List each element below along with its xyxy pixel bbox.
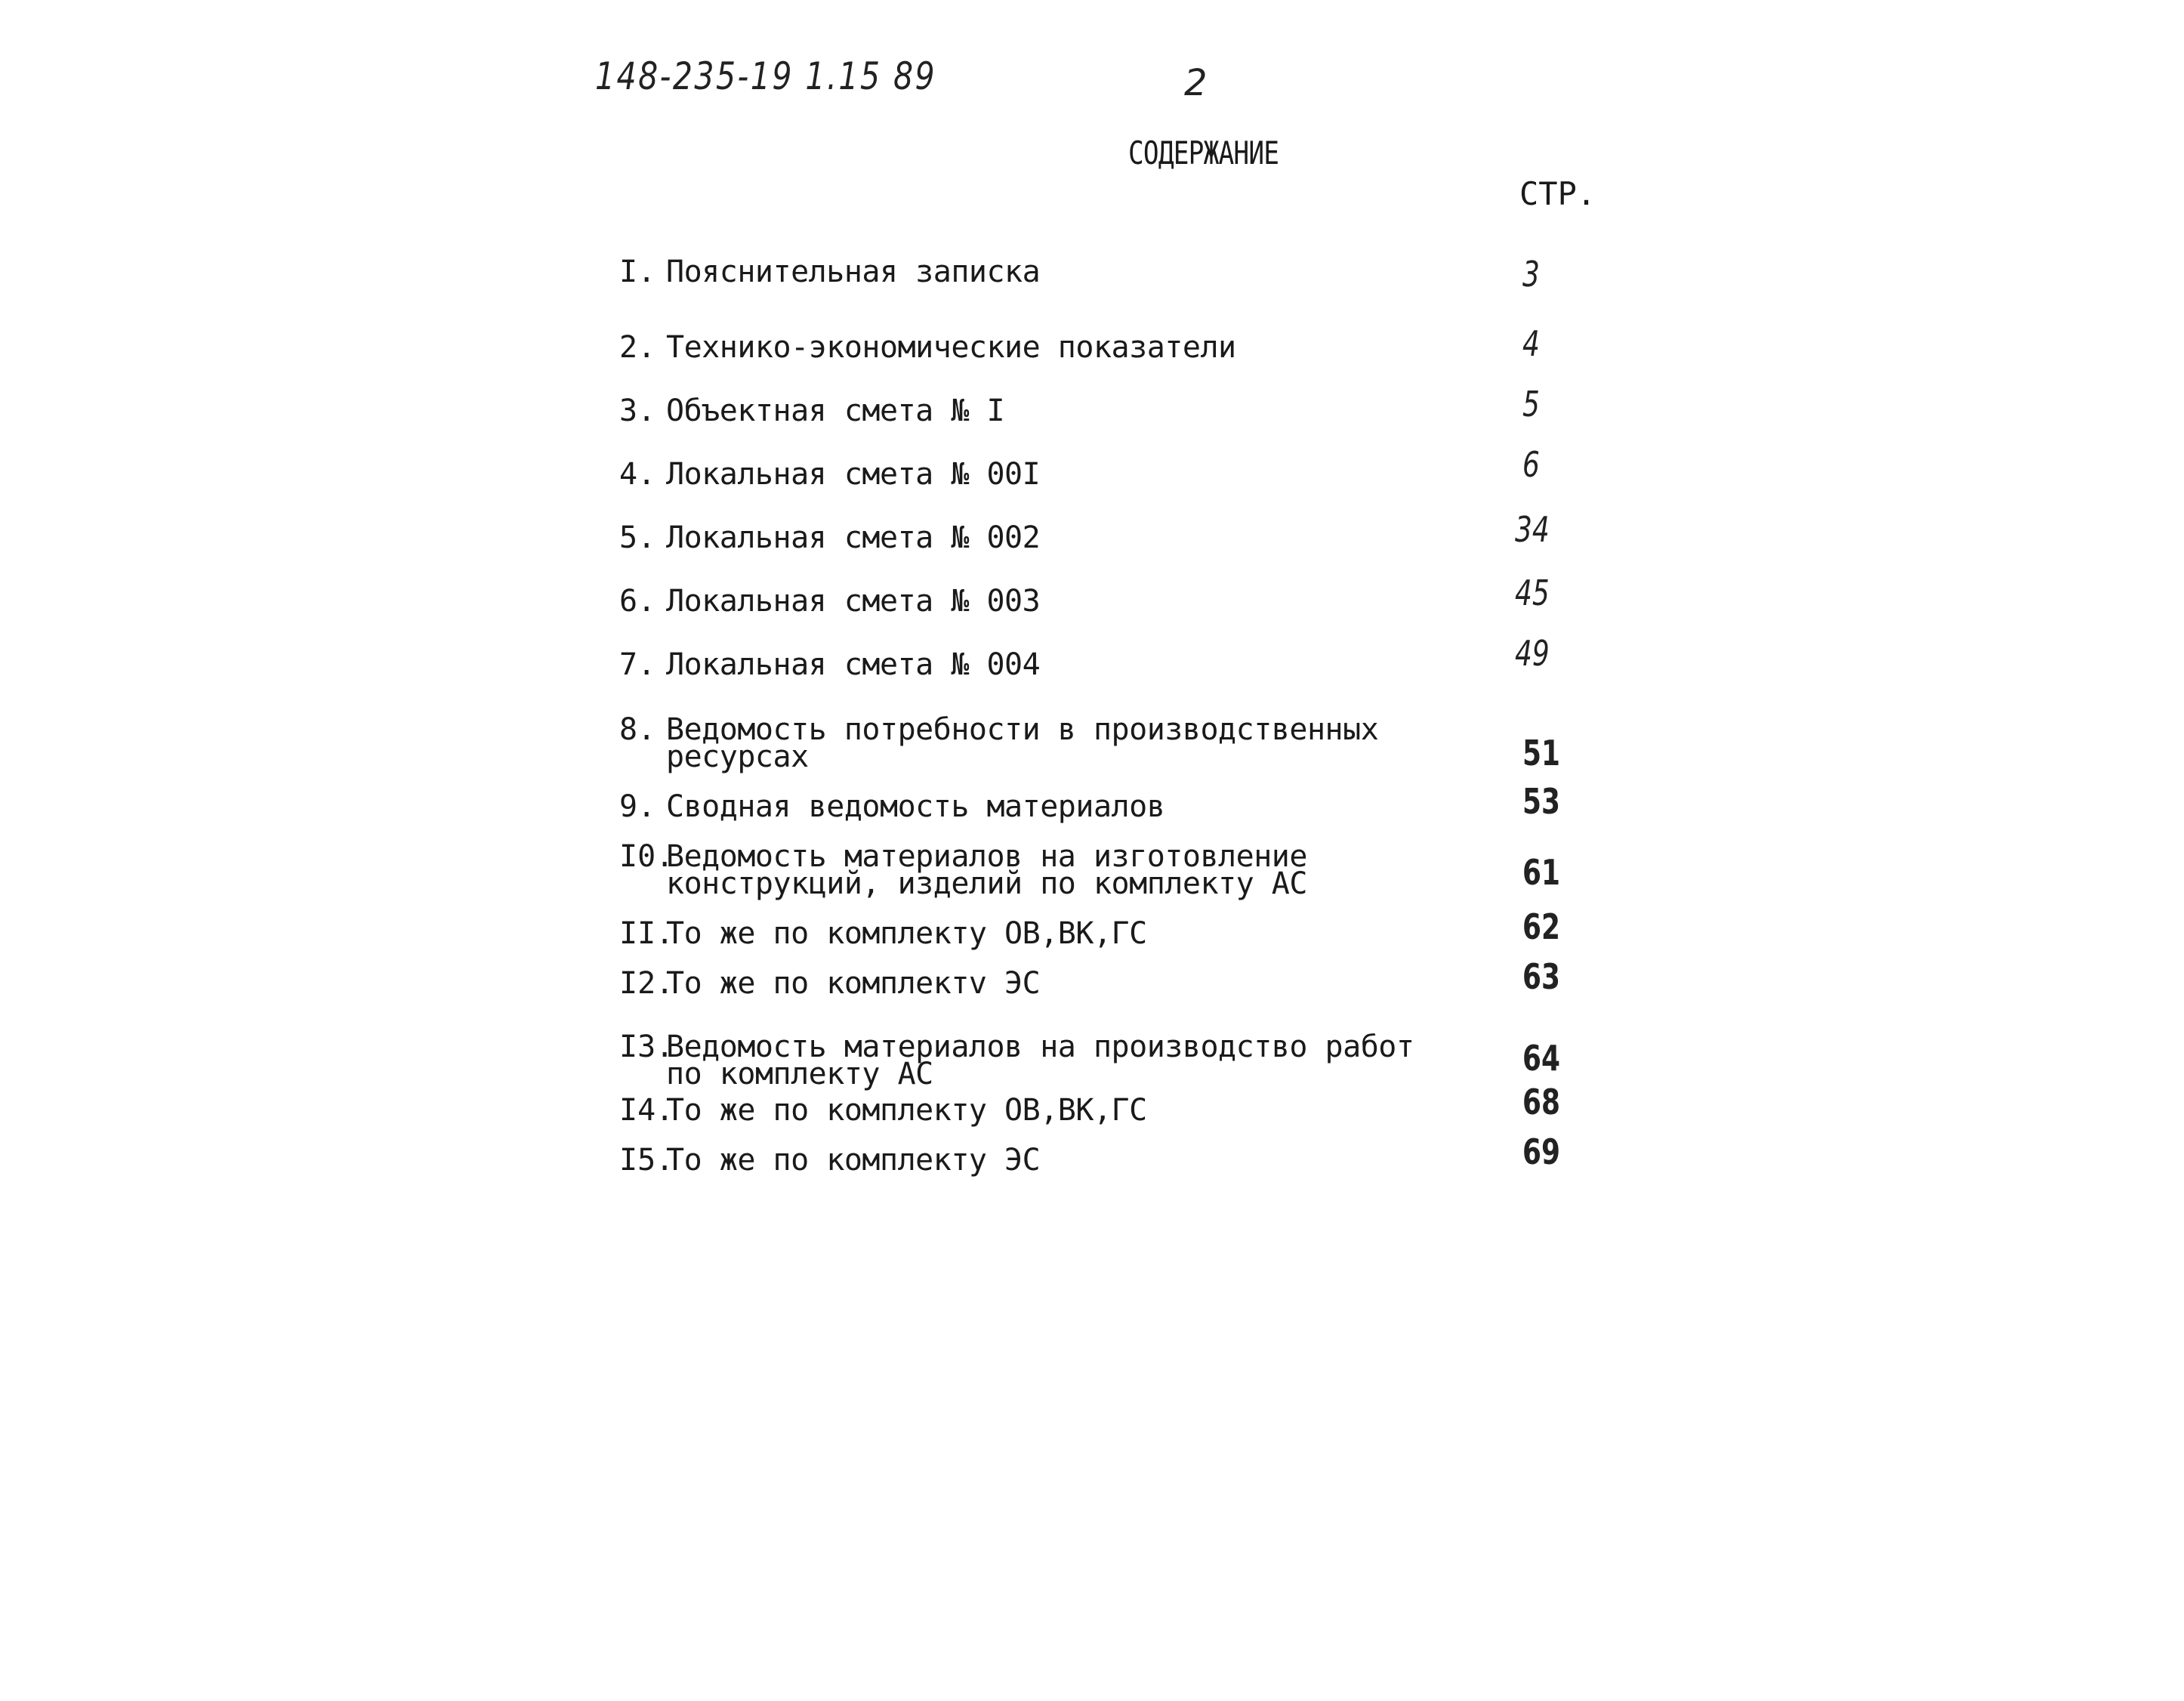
- page-number: 2: [1184, 62, 1208, 104]
- toc-item-title: Ведомость материалов на изготовление конструкций, изделий по комплекту АС: [666, 839, 1307, 901]
- toc-item-page: 61: [1522, 852, 1560, 893]
- toc-item-title: Пояснительная записка: [666, 255, 1041, 289]
- toc-item-1: [619, 254, 1601, 319]
- toc-item-5: [619, 509, 1601, 585]
- toc-item-title: То же по комплектv ЭС: [666, 966, 1041, 1001]
- toc-item-number: 4.: [619, 457, 656, 492]
- toc-item-number: I5.: [619, 1143, 674, 1178]
- toc-item-page: 34: [1515, 509, 1550, 550]
- toc-item-15: [619, 1131, 1601, 1207]
- toc-item-number: I0.: [619, 839, 674, 874]
- toc-item-number: 5.: [619, 520, 656, 555]
- toc-item-number: 8.: [619, 712, 656, 747]
- toc-item-4: [619, 444, 1601, 521]
- toc-item-title: Объектная смета № I: [666, 394, 1005, 428]
- toc-item-10: [619, 839, 1601, 911]
- toc-item-page: 53: [1522, 781, 1560, 822]
- toc-item-title: Локальная смета № 00I: [666, 457, 1041, 492]
- toc-item-number: 2.: [619, 330, 656, 365]
- toc-item-page: 62: [1522, 906, 1560, 947]
- page-column-header: СТР.: [1519, 175, 1596, 212]
- toc-item-page: 64: [1522, 1038, 1560, 1079]
- toc-item-number: I.: [619, 255, 656, 289]
- toc-item-page: 63: [1522, 956, 1560, 997]
- toc-item-8: [619, 712, 1601, 784]
- toc-item-title: Локальная смета № 003: [666, 584, 1041, 619]
- toc-item-title: Технико-экономические показатели: [666, 330, 1236, 365]
- toc-item-number: 9.: [619, 789, 656, 824]
- toc-item-number: I2.: [619, 966, 674, 1001]
- toc-item-number: I3.: [619, 1030, 674, 1064]
- toc-item-title: Локальная смета № 002: [666, 520, 1041, 555]
- toc-item-page: 51: [1522, 733, 1560, 773]
- document-code: 148-235-19 1.15 89: [595, 54, 937, 98]
- toc-item-title: Ведомость материалов на производство работ по комплекту АС: [666, 1030, 1414, 1091]
- toc-item-number: II.: [619, 916, 674, 951]
- toc-item-number: 3.: [619, 394, 656, 428]
- toc-item-6: [619, 573, 1601, 648]
- toc-item-page: 69: [1522, 1131, 1560, 1172]
- toc-item-page: 4: [1522, 323, 1540, 364]
- toc-item-number: 7.: [619, 647, 656, 682]
- toc-item-title: Ведомость потребности в производственных ресурсах: [666, 712, 1379, 774]
- toc-item-title: То же по комплекту ОВ,ВК,ГС: [666, 1093, 1147, 1128]
- toc-item-12: [619, 956, 1601, 1030]
- toc-item-page: 49: [1515, 633, 1550, 674]
- toc-item-2: [619, 323, 1601, 394]
- toc-item-number: I4.: [619, 1093, 674, 1128]
- toc-item-page: 45: [1515, 573, 1550, 613]
- contents-title: СОДЕРЖАНИЕ: [1128, 134, 1279, 171]
- toc-item-number: 6.: [619, 584, 656, 619]
- toc-item-title: Сводная ведомость материалов: [666, 789, 1165, 824]
- toc-item-3: [619, 384, 1601, 458]
- toc-item-13: [619, 1030, 1601, 1101]
- toc-item-page: 5: [1522, 384, 1540, 424]
- toc-item-title: То же по комплекту ОВ,ВК,ГС: [666, 916, 1147, 951]
- toc-item-page: 6: [1522, 444, 1540, 485]
- toc-item-page: 68: [1522, 1082, 1560, 1122]
- toc-item-7: [619, 633, 1601, 712]
- toc-item-page: 3: [1522, 254, 1540, 295]
- toc-item-title: То же по комплекту ЭС: [666, 1143, 1041, 1178]
- toc-item-title: Локальная смета № 004: [666, 647, 1041, 682]
